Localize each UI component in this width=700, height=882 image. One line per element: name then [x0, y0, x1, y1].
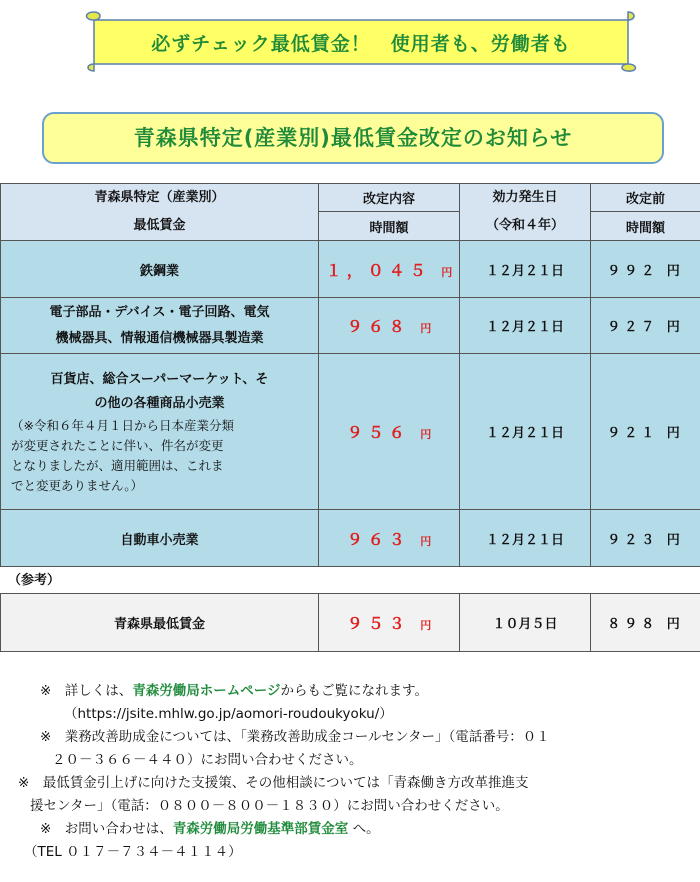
note-subsidy: ※ 業務改善助成金については、「業務改善助成金コールセンター」（電話番号：０１ ２０－３６６－４４０）にお問い合わせください。: [40, 729, 550, 768]
effective-date: １２月２１日: [460, 241, 591, 298]
effective-date: １２月２１日: [460, 298, 591, 354]
reference-wage: ９５３ 円: [319, 594, 460, 652]
note-tel: （TEL ０１７－７３４－４１１４）: [24, 844, 242, 860]
website-link[interactable]: 青森労働局ホームページ: [132, 683, 281, 699]
industry-name: 自動車小売業: [1, 510, 319, 567]
header-before-unit: 時間額: [591, 212, 700, 241]
header-revised: 改定内容: [319, 184, 460, 212]
industry-name: 鉄鋼業: [1, 241, 319, 298]
effective-date: １２月２１日: [460, 510, 591, 567]
table-row: [1, 241, 700, 298]
reference-label: （参考）: [8, 573, 61, 588]
scroll-banner: [80, 8, 642, 72]
header-revised-unit: 時間額: [319, 212, 460, 241]
banner-text: 必ずチェック最低賃金！ 使用者も、労働者も: [151, 33, 571, 55]
industry-name: 電子部品・デバイス・電子回路、電気 機械器具、情報通信機械器具製造業: [1, 298, 319, 354]
wage-table: [0, 183, 700, 567]
notes-section: [18, 680, 690, 864]
contact-office: 青森労働局労働基準部賃金室: [172, 821, 349, 837]
page-title-box: [42, 112, 664, 164]
industry-note: （※令和６年４月１日から日本産業分類 が変更されたことに伴い、件名が変更 となりましたが、適用範囲は、これま でと変更ありません。）: [11, 417, 234, 493]
table-row: [1, 298, 700, 354]
header-before: 改定前: [591, 184, 700, 212]
previous-wage: ９９２ 円: [591, 241, 700, 298]
table-row: [1, 594, 700, 652]
revised-wage: ９６３ 円: [319, 510, 460, 567]
note-contact: ※ お問い合わせは、青森労働局労働基準部賃金室 へ。: [40, 821, 380, 837]
industry-name: 百貨店、総合スーパーマーケット、そ の他の各種商品小売業 （※令和６年４月１日から日本産業分類 が変更されたことに伴い、件名が変更 となりましたが、適用範囲は、これま でと変更ありません。）: [1, 354, 319, 510]
reference-name: 青森県最低賃金: [1, 594, 319, 652]
header-date: 効力発生日 （令和４年）: [460, 184, 591, 241]
reference-previous: ８９８ 円: [591, 594, 700, 652]
header-industry: 青森県特定（産業別） 最低賃金: [1, 184, 319, 241]
revised-wage: １，０４５ 円: [319, 241, 460, 298]
page-title: 青森県特定(産業別)最低賃金改定のお知らせ: [133, 126, 573, 150]
previous-wage: ９２７ 円: [591, 298, 700, 354]
reference-table: [0, 593, 700, 652]
table-row: [1, 510, 700, 567]
revised-wage: ９５６ 円: [319, 354, 460, 510]
note-website: ※ 詳しくは、青森労働局ホームページからもご覧になれます。: [40, 683, 428, 699]
effective-date: １２月２１日: [460, 354, 591, 510]
previous-wage: ９２３ 円: [591, 510, 700, 567]
revised-wage: ９６８ 円: [319, 298, 460, 354]
table-row: [1, 354, 700, 510]
note-support: ※ 最低賃金引上げに向けた支援策、その他相談については「青森働き方改革推進支 援センター」（電話：０８００－８００－１８３０）にお問い合わせください。: [18, 775, 529, 814]
previous-wage: ９２１ 円: [591, 354, 700, 510]
note-url[interactable]: （https://jsite.mhlw.go.jp/aomori-roudoukyoku/）: [64, 706, 393, 722]
reference-date: １０月５日: [460, 594, 591, 652]
